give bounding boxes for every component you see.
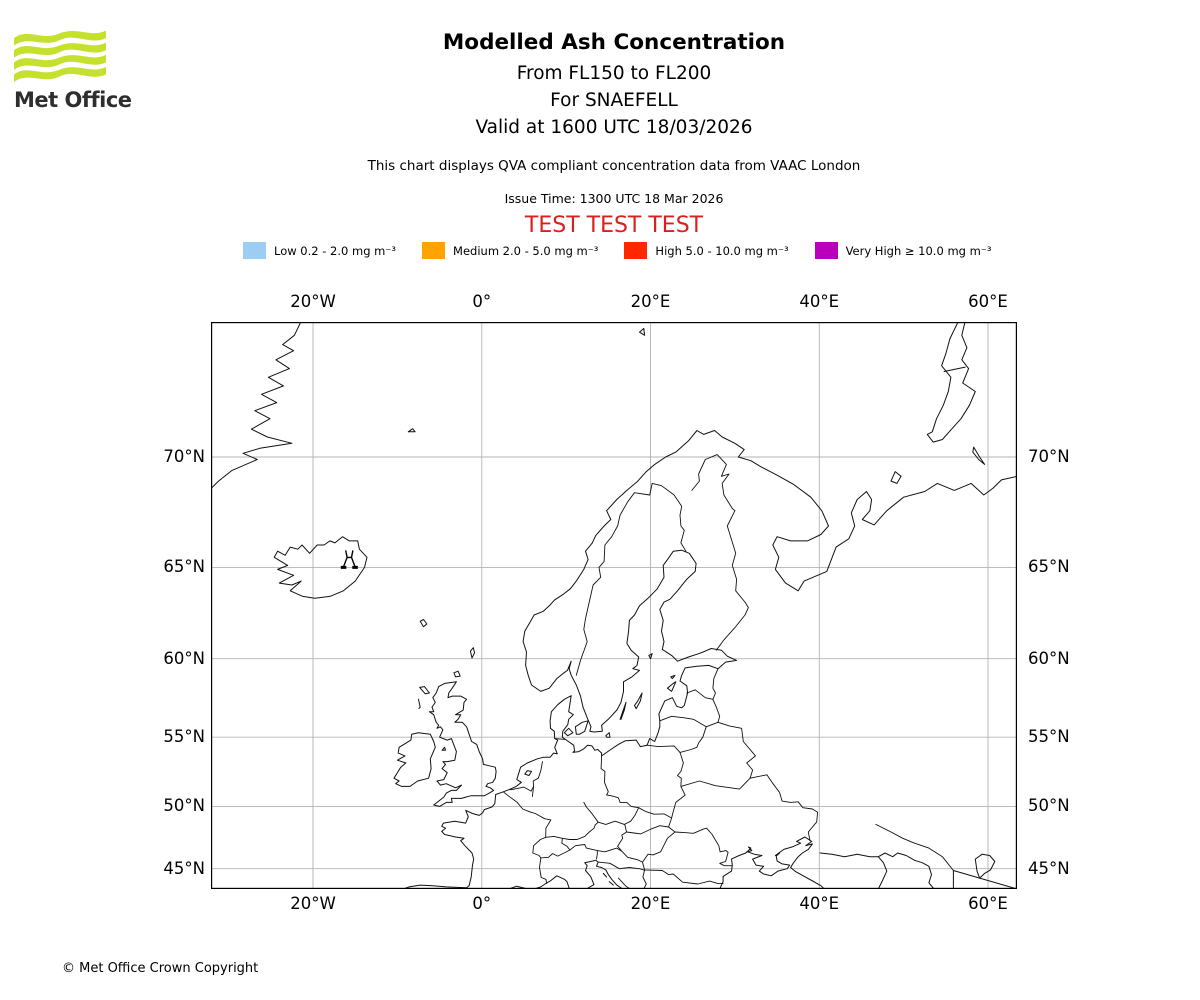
axis-label-right-50°N: 50°N	[1028, 796, 1070, 816]
coastlines	[211, 322, 1017, 889]
qva-note: This chart displays QVA compliant concentration data from VAAC London	[367, 158, 861, 174]
concentration-legend	[243, 242, 991, 259]
met-office-logo-text: Met Office	[14, 88, 132, 112]
legend-item-very-high	[815, 242, 992, 259]
test-banner: TEST TEST TEST	[524, 213, 704, 238]
axis-label-left-55°N: 55°N	[163, 727, 205, 747]
axis-label-right-70°N: 70°N	[1028, 447, 1070, 467]
axis-label-top-0°: 0°	[472, 292, 492, 311]
subtitle-flight-levels: From FL150 to FL200	[516, 63, 712, 84]
axis-label-left-65°N: 65°N	[163, 557, 205, 577]
axis-label-top-20°E: 20°E	[630, 292, 671, 311]
axis-label-right-45°N: 45°N	[1028, 858, 1070, 878]
legend-item-high	[624, 242, 788, 259]
axis-label-left-45°N: 45°N	[163, 858, 205, 878]
map-canvas	[211, 322, 1017, 889]
country-borders	[503, 455, 953, 889]
legend-label-high: High 5.0 - 10.0 mg m⁻³	[655, 243, 789, 258]
axis-label-right-60°N: 60°N	[1028, 648, 1070, 668]
legend-item-medium	[422, 242, 598, 259]
legend-label-very-high: Very High ≥ 10.0 mg m⁻³	[845, 243, 992, 258]
axis-label-bottom-20°E: 20°E	[630, 894, 671, 913]
legend-label-medium: Medium 2.0 - 5.0 mg m⁻³	[453, 243, 599, 258]
issue-time: Issue Time: 1300 UTC 18 Mar 2026	[504, 191, 724, 206]
axis-label-left-50°N: 50°N	[163, 796, 205, 816]
subtitle-valid-time: Valid at 1600 UTC 18/03/2026	[475, 117, 753, 138]
legend-label-low: Low 0.2 - 2.0 mg m⁻³	[274, 243, 397, 258]
axis-label-left-70°N: 70°N	[163, 447, 205, 467]
axis-label-top-20°W: 20°W	[290, 292, 336, 311]
europe-map	[211, 322, 1017, 889]
axis-label-bottom-40°E: 40°E	[799, 894, 840, 913]
graticule-grid	[211, 322, 1017, 889]
legend-item-low	[243, 242, 396, 259]
axis-label-top-60°E: 60°E	[968, 292, 1008, 311]
copyright-notice: © Met Office Crown Copyright	[62, 961, 259, 976]
axis-label-right-55°N: 55°N	[1028, 727, 1070, 747]
axis-label-bottom-0°: 0°	[472, 894, 492, 913]
legend-swatch-very-high	[815, 242, 838, 259]
axis-label-top-40°E: 40°E	[799, 292, 840, 311]
subtitle-volcano: For SNAEFELL	[550, 90, 678, 111]
page-title: Modelled Ash Concentration	[442, 30, 786, 55]
map-frame	[212, 323, 1017, 889]
legend-swatch-medium	[422, 242, 445, 259]
axis-label-bottom-20°W: 20°W	[290, 894, 336, 913]
axis-label-left-60°N: 60°N	[163, 648, 205, 668]
legend-swatch-low	[243, 242, 266, 259]
axis-label-right-65°N: 65°N	[1028, 557, 1070, 577]
axis-label-bottom-60°E: 60°E	[968, 894, 1008, 913]
volcano-marker	[341, 550, 358, 567]
legend-swatch-high	[624, 242, 647, 259]
